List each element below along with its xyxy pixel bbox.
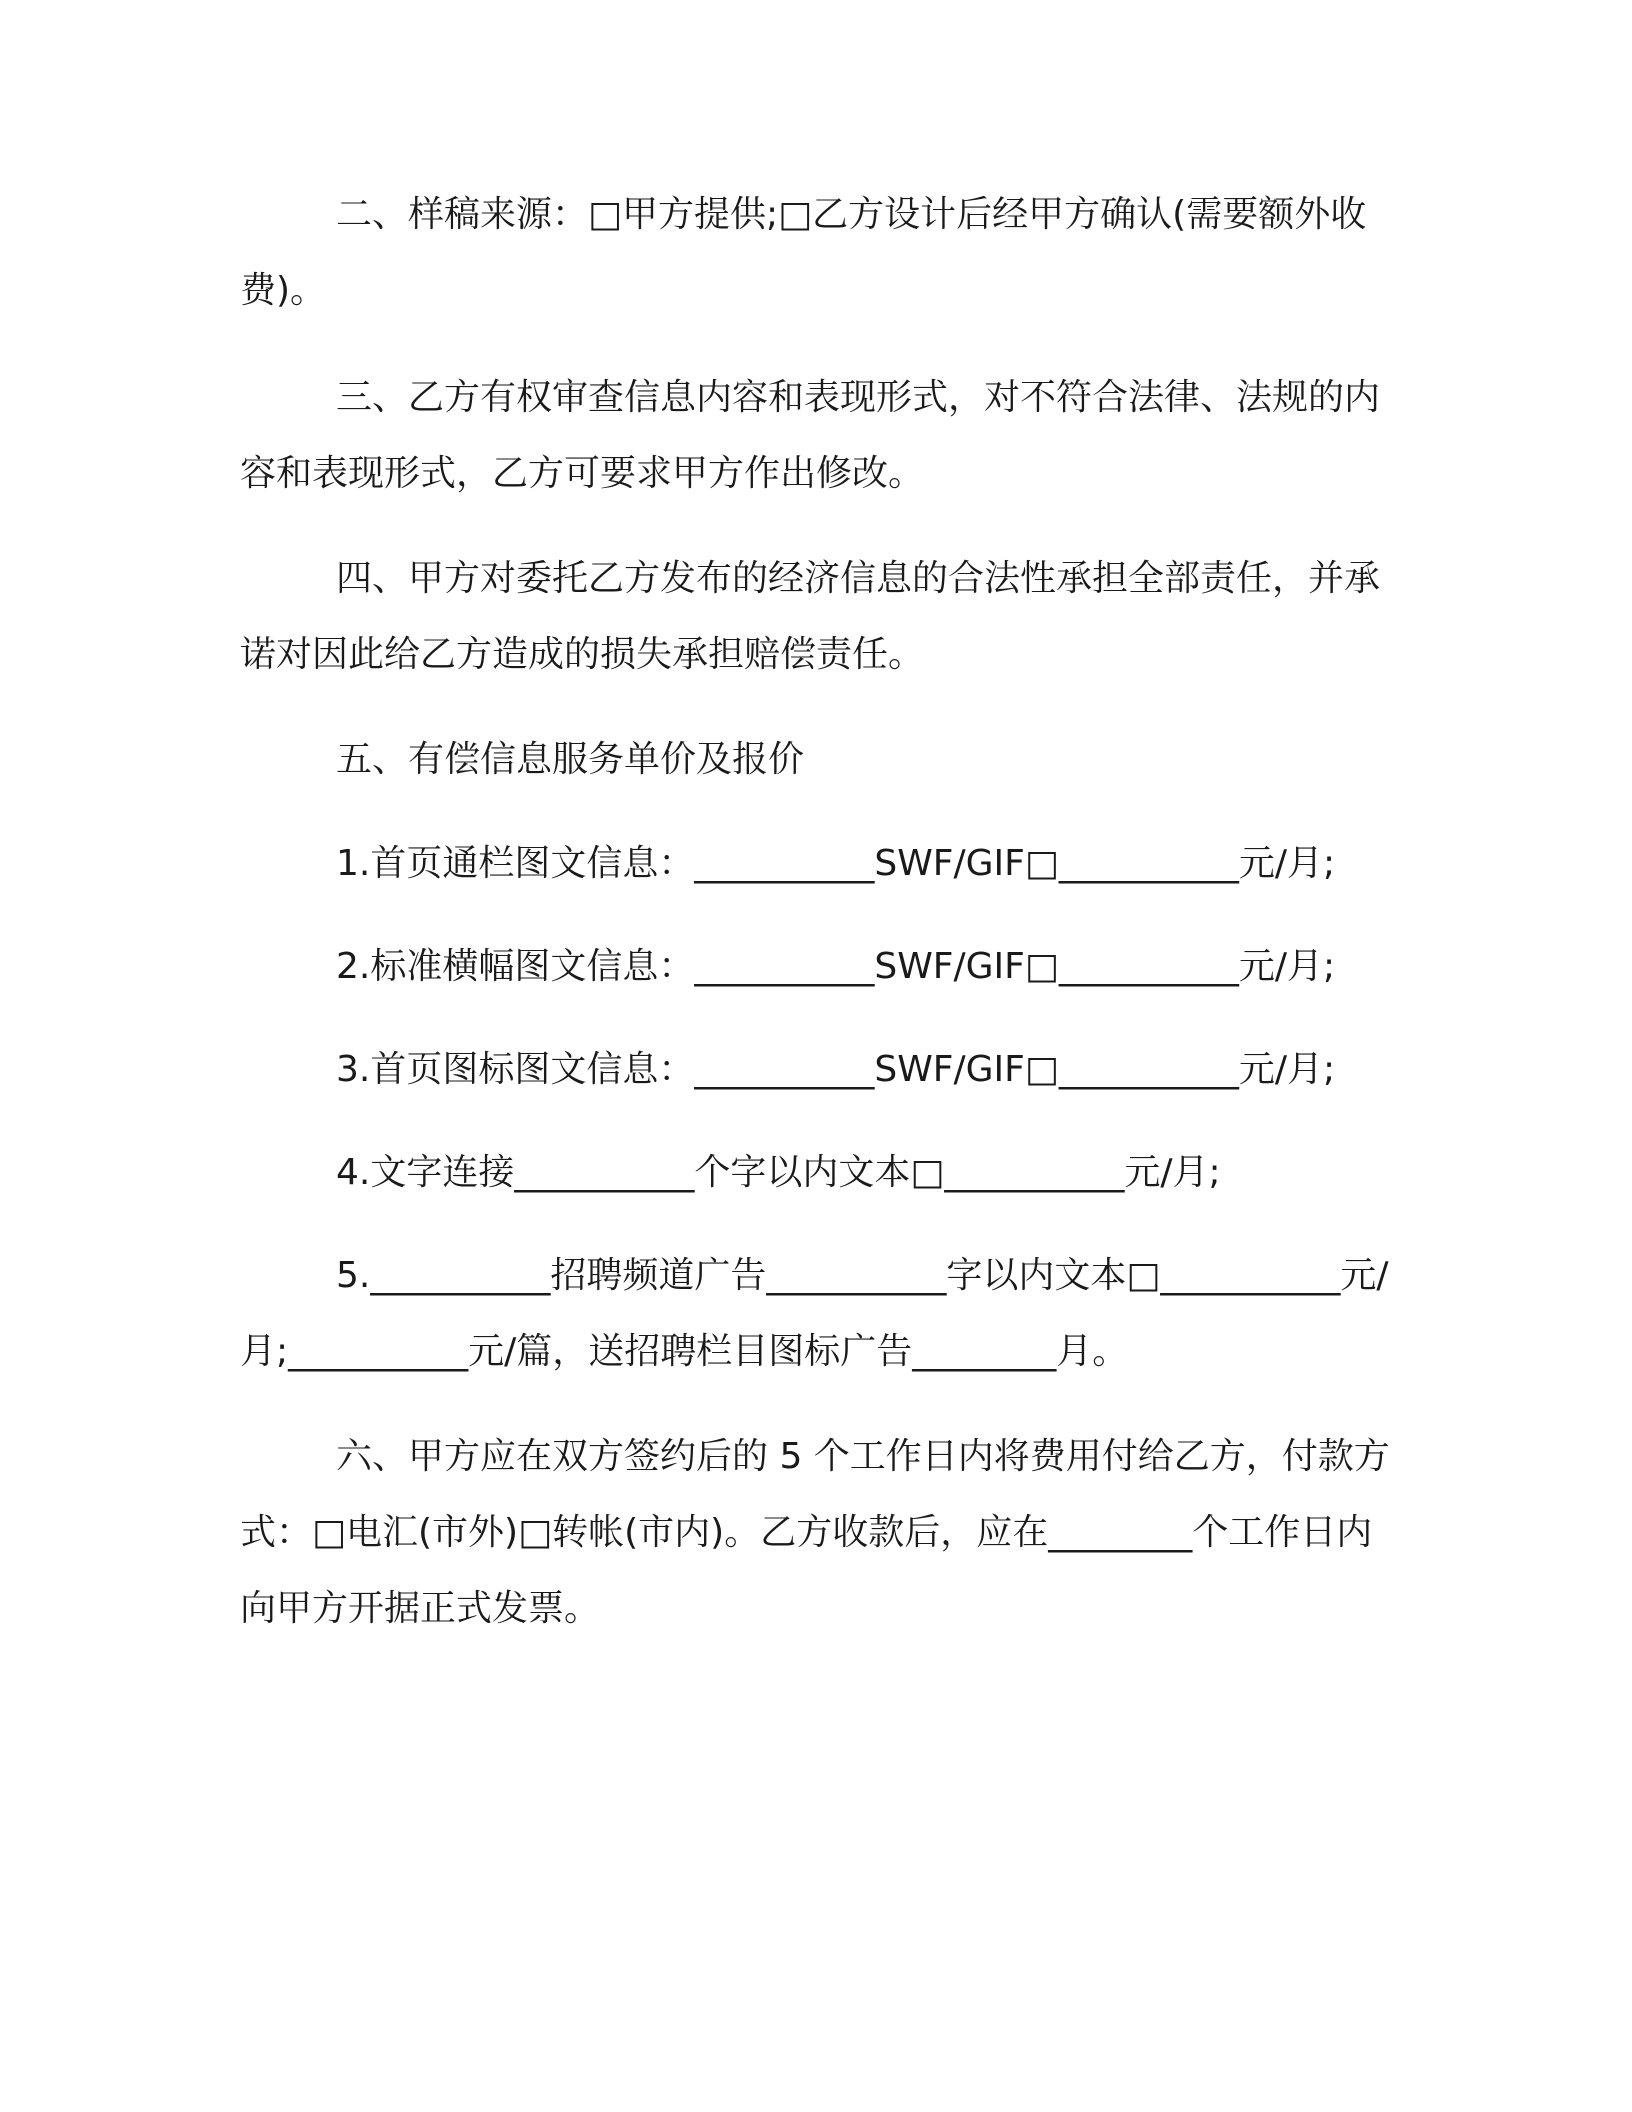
clause-6-text: 六、甲方应在双方签约后的 5 个工作日内将费用付给乙方，付款方式：□电汇(市外)□转帐(市内)。乙方收款后，应在________个工作日内向甲方开据正式发票。 — [240, 1436, 1390, 1629]
clause-6-payment — [240, 1419, 1390, 1647]
clause-2-text: 二、样稿来源：□甲方提供;□乙方设计后经甲方确认(需要额外收费)。 — [240, 194, 1367, 311]
clause-3-text: 三、乙方有权审查信息内容和表现形式，对不符合法律、法规的内容和表现形式，乙方可要求甲方作出修改。 — [240, 377, 1381, 494]
clause-4-legal-responsibility — [240, 541, 1390, 693]
pricing-item-5-text: 5.__________招聘频道广告__________字以内文本□__________元/月;__________元/篇，送招聘栏目图标广告________月。 — [240, 1255, 1389, 1372]
clause-2-sample-source — [240, 177, 1390, 329]
pricing-item-4: 4.文字连接__________个字以内文本□__________元/月; — [336, 1152, 1221, 1193]
clause-3-content-review — [240, 360, 1390, 512]
pricing-item-1: 1.首页通栏图文信息：__________SWF/GIF□__________元/月; — [336, 843, 1336, 884]
pricing-item-5 — [240, 1238, 1390, 1390]
pricing-item-3: 3.首页图标图文信息：__________SWF/GIF□__________元/月; — [336, 1049, 1336, 1090]
clause-4-text: 四、甲方对委托乙方发布的经济信息的合法性承担全部责任，并承诺对因此给乙方造成的损失承担赔偿责任。 — [240, 558, 1381, 675]
clause-5-pricing-heading: 五、有偿信息服务单价及报价 — [336, 739, 805, 780]
pricing-item-2: 2.标准横幅图文信息：__________SWF/GIF□__________元/月; — [336, 946, 1336, 987]
